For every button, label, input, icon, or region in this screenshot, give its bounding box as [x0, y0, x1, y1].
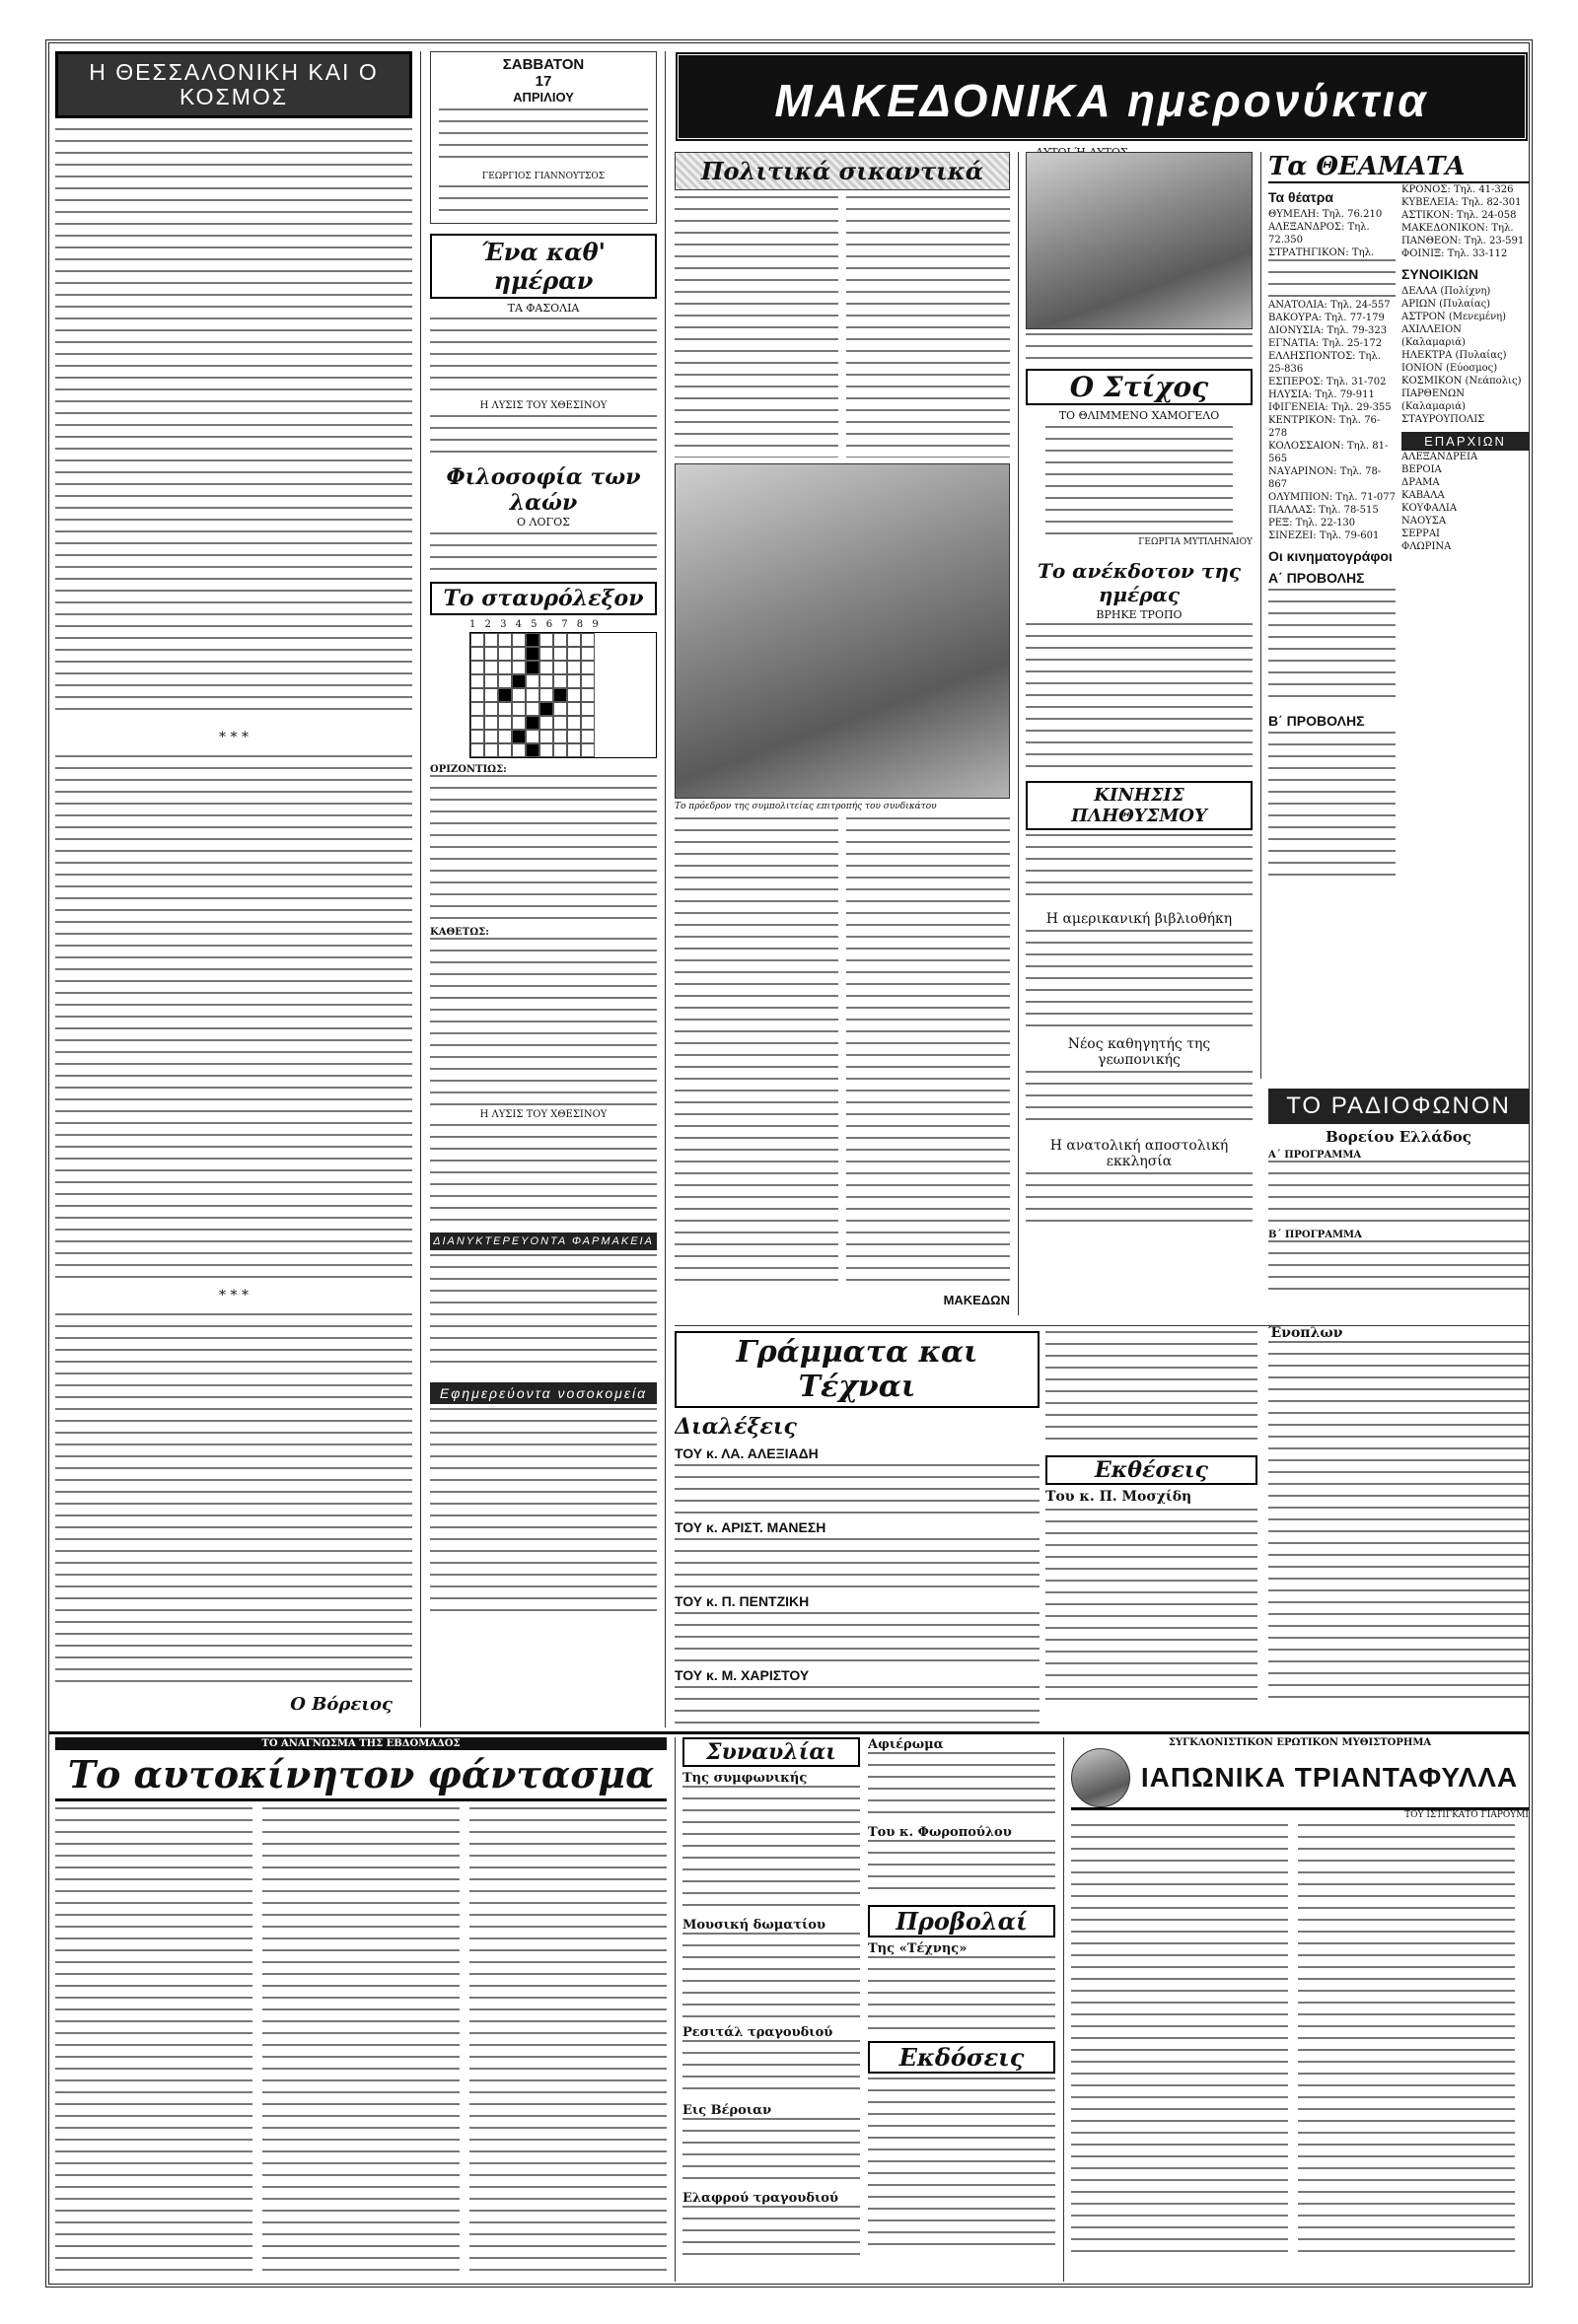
kiniseis-text [1026, 834, 1253, 903]
amerikaniki-title: Η αμερικανική βιβλιοθήκη [1045, 911, 1233, 927]
column-rule-5 [675, 1737, 676, 2282]
crossword-cell[interactable] [539, 730, 553, 743]
kinimatografoi-heading: Οι κινηματογράφοι [1268, 548, 1393, 564]
crossword-cell[interactable] [526, 647, 539, 661]
lysis-text [430, 415, 657, 455]
listing-item: ΕΓΝΑΤΙΑ: Τηλ. 25-172 [1268, 338, 1383, 349]
nosokomeia-text [430, 1408, 657, 1615]
listing-item: ΑΧΙΛΛΕΙΟΝ (Καλαμαριά) [1401, 324, 1466, 348]
foropoulou-heading: Του κ. Φωροπούλου [868, 1825, 1012, 1840]
crossword-cell[interactable] [484, 633, 498, 647]
column-rule-3 [1018, 152, 1019, 1315]
stars-divider-2: * * * [219, 1288, 249, 1303]
crossword-cell[interactable] [567, 661, 581, 674]
orizontios-heading: ΟΡΙΖΟΝΤΙΩΣ: [430, 764, 507, 775]
left-column [55, 51, 412, 1727]
radio-region: Βορείου Ελλάδος [1326, 1128, 1471, 1146]
stars-divider: * * * [219, 730, 249, 745]
crossword-cell[interactable] [567, 633, 581, 647]
theamata-title: Τα ΘΕΑΜΑΤΑ [1268, 152, 1529, 183]
logos-text [430, 532, 657, 572]
listing-item: ΠΑΝΘΕΟΝ: Τηλ. 23-591 [1401, 236, 1525, 246]
amerikaniki-text [1026, 930, 1253, 1028]
crossword-cell[interactable] [581, 702, 595, 716]
ta-fasolia-heading: ΤΑ ΦΑΣΟΛΙΑ [507, 302, 580, 315]
crossword-cell[interactable] [539, 674, 553, 688]
radio-section [1268, 1089, 1529, 1315]
crossword-cell[interactable] [512, 674, 526, 688]
listing-item: ΕΛΛΗΣΠΟΝΤΟΣ: Τηλ. 25-836 [1268, 351, 1381, 375]
elafrou-heading: Ελαφρού τραγουδιού [682, 2191, 838, 2206]
date-box-text-2 [439, 185, 648, 215]
crossword-cell[interactable] [526, 730, 539, 743]
listing-item: ΑΣΤΡΟΝ (Μενεμένη) [1401, 312, 1507, 322]
crossword-cell[interactable] [470, 633, 484, 647]
automobile-kicker: ΤΟ ΑΝΑΓΝΩΣΜΑ ΤΗΣ ΕΒΔΟΜΑΔΟΣ [55, 1737, 667, 1750]
crossword-cell[interactable] [539, 702, 553, 716]
listing-item: ΚΑΒΑΛΑ [1401, 490, 1445, 501]
ekdoseis-text [868, 2078, 1055, 2245]
a-provolis-heading: Α΄ ΠΡΟΒΟΛΗΣ [1268, 570, 1365, 586]
a-provolis-text [1268, 589, 1396, 707]
crossword-cell[interactable] [498, 661, 512, 674]
photo-caption: Το πρόεδρον της συμπολιτείας επιτροπής του συνδικάτου [675, 802, 937, 811]
crossword-cell[interactable] [553, 647, 567, 661]
resital-text [682, 2040, 860, 2099]
ena-kath-imeran-title: Ένα καθ' ημέραν [430, 234, 657, 299]
crossword-cell[interactable] [581, 743, 595, 757]
listing-item: ΙΟΝΙΟΝ (Εύοσμος) [1401, 363, 1498, 374]
listing-item: ΚΕΝΤΡΙΚΟΝ: Τηλ. 76-278 [1268, 415, 1381, 439]
portrait-illustration [1071, 1748, 1130, 1807]
newspaper-page [45, 39, 1533, 2288]
veroian-text [682, 2118, 860, 2187]
listing-item: ΙΦΙΓΕΝΕΙΑ: Τηλ. 29-355 [1268, 402, 1392, 413]
stavrolexo-title: Το σταυρόλεξον [430, 582, 657, 615]
crossword-cell[interactable] [581, 716, 595, 730]
a-programma-heading: Α΄ ΠΡΟΓΡΑΜΜΑ [1268, 1150, 1362, 1161]
left-article-text-2 [55, 755, 412, 1278]
anekdoton-text [1026, 623, 1253, 771]
listing-item: ΕΣΠΕΡΟΣ: Τηλ. 31-702 [1268, 377, 1387, 387]
synoikion-list [1401, 285, 1529, 426]
crossword-cell[interactable] [539, 743, 553, 757]
crossword-cell[interactable] [553, 688, 567, 702]
mousiki-heading: Μουσική δωματίου [682, 1918, 825, 1933]
moschidis-heading: Του κ. Π. Μοσχίδη [1045, 1489, 1192, 1505]
column-rule [420, 51, 421, 1727]
elafrou-text [682, 2206, 860, 2255]
crossword-cell[interactable] [512, 688, 526, 702]
eparxion-list [1401, 451, 1529, 553]
masthead-title: ΜΑΚΕΔΟΝΙΚΑ ημερονύκτια [675, 51, 1529, 142]
kathigitis-title: Νέος καθηγητής της γεωπονικής [1067, 1036, 1211, 1068]
texnis-text [868, 1956, 1055, 2035]
crossword-cell[interactable] [581, 674, 595, 688]
crossword-cell[interactable] [470, 647, 484, 661]
politika-title: Πολιτικά σικαντικά [675, 152, 1010, 190]
crossword-cell[interactable] [526, 743, 539, 757]
listing-item: ΑΣΤΙΚΟΝ: Τηλ. 24-058 [1401, 210, 1517, 221]
giapwnika-kicker: ΣΥΓΚΛΟΝΙΣΤΙΚΟΝ ΕΡΩΤΙΚΟΝ ΜΥΘΙΣΤΟΡΗΜΑ [1168, 1737, 1432, 1748]
speaker-text [675, 1538, 1040, 1587]
column-rule-2 [665, 51, 666, 1727]
anatoliki-title: Η ανατολική αποστολική εκκλησία [1049, 1138, 1229, 1169]
automobile-text-3 [469, 1807, 667, 2271]
crossword-cell[interactable] [539, 661, 553, 674]
middle-column [430, 51, 657, 1727]
date-number: 17 [535, 73, 552, 90]
listing-item: ΚΟΥΦΑΛΙΑ [1401, 503, 1458, 514]
crossword-cell[interactable] [470, 674, 484, 688]
crossword-cell[interactable] [512, 716, 526, 730]
texnis-heading: Της «Τέχνης» [868, 1941, 968, 1956]
crossword-cell[interactable] [512, 743, 526, 757]
filosofia-title: Φιλοσοφία των λαών [446, 464, 641, 516]
politika-text-right-2 [846, 817, 1010, 1291]
speaker-heading: ΤΟΥ κ. Μ. ΧΑΡΙΣΤΟΥ [675, 1667, 810, 1683]
crossword-cell[interactable] [512, 702, 526, 716]
stixos-column [1026, 152, 1253, 1315]
crossword-cell[interactable] [567, 716, 581, 730]
automobile-title: Το αυτοκίνητον φάντασμα [55, 1750, 667, 1801]
politika-text-right [846, 196, 1010, 458]
b-provolis-heading: Β΄ ΠΡΟΒΟΛΗΣ [1268, 713, 1365, 729]
listing-item: ΦΟΙΝΙΞ: Τηλ. 33-112 [1401, 248, 1508, 259]
stixos-subtitle: ΤΟ ΘΛΙΜΜΕΝΟ ΧΑΜΟΓΕΛΟ [1058, 409, 1220, 422]
speaker-heading: ΤΟΥ κ. Π. ΠΕΝΤΖΙΚΗ [675, 1593, 810, 1609]
listing-item: ΣΤΑΥΡΟΥΠΟΛΙΣ [1401, 414, 1485, 425]
farmakeia-title: ΔΙΑΝΥΚΤΕΡΕΥΟΝΤΑ ΦΑΡΜΑΚΕΙΑ [430, 1232, 657, 1250]
nosokomeia-title: Εφημερεύοντα νοσοκομεία [430, 1382, 657, 1404]
crossword-cell[interactable] [567, 647, 581, 661]
a-programma-text [1268, 1161, 1529, 1230]
speakers-list [675, 1445, 1040, 1725]
synoikion-heading: ΣΥΝΟΙΚΙΩΝ [1401, 266, 1478, 282]
eparxion-heading: ΕΠΑΡΧΙΩΝ [1401, 432, 1529, 451]
ektheseis-title: Εκθέσεις [1045, 1455, 1257, 1485]
crossword-cell[interactable] [512, 647, 526, 661]
politika-signature: ΜΑΚΕΔΩΝ [943, 1293, 1010, 1307]
crossword-cell[interactable] [567, 674, 581, 688]
crossword-cell[interactable] [470, 688, 484, 702]
lysis-text-2 [430, 1124, 657, 1223]
symfonikis-text [682, 1786, 860, 1914]
crossword-cell[interactable] [498, 716, 512, 730]
listing-item: ΒΑΚΟΥΡΑ: Τηλ. 77-179 [1268, 313, 1385, 323]
listing-item: ΚΟΛΟΣΣΑΙΟΝ: Τηλ. 81-565 [1268, 441, 1389, 464]
crossword-cell[interactable] [484, 661, 498, 674]
crossword-cell[interactable] [581, 730, 595, 743]
synaulia-col [682, 1737, 860, 2282]
crossword-grid[interactable] [469, 632, 657, 758]
kiniseis-title: ΚΙΝΗΣΙΣ ΠΛΗΘΥΣΜΟΥ [1026, 781, 1253, 830]
crossword-cell[interactable] [526, 633, 539, 647]
crossword-cell[interactable] [470, 661, 484, 674]
giapwnika-text-2 [1298, 1824, 1515, 2258]
synoikion-list-top [1401, 183, 1529, 260]
crossword-cell[interactable] [484, 674, 498, 688]
crossword-cell[interactable] [553, 702, 567, 716]
synaulia-title: Συναυλίαι [682, 1737, 860, 1767]
listing-item: ΗΛΥΣΙΑ: Τηλ. 79-911 [1268, 389, 1375, 400]
grammata-section [675, 1331, 1040, 1725]
crossword-cell[interactable] [498, 730, 512, 743]
crossword-cell[interactable] [484, 743, 498, 757]
date-box [430, 51, 657, 224]
crossword-cell[interactable] [553, 730, 567, 743]
crossword-cell[interactable] [470, 743, 484, 757]
automobile-section [55, 1737, 667, 2282]
crossword-cell[interactable] [553, 674, 567, 688]
automobile-text-2 [262, 1807, 460, 2271]
giapwnika-title: ΙΑΠΩΝΙΚΑ ΤΡΙΑΝΤΑΦΥΛΛΑ [1140, 1762, 1519, 1793]
katheta-heading: ΚΑΘΕΤΩΣ: [430, 927, 489, 938]
listing-item: ΔΡΑΜΑ [1401, 477, 1440, 488]
listing-item: ΣΙΝΕΖΕΙ: Τηλ. 79-601 [1268, 530, 1380, 541]
automobile-text-1 [55, 1807, 252, 2271]
date-month: ΑΠΡΙΛΙΟΥ [513, 90, 574, 105]
b-programma-heading: Β΄ ΠΡΟΓΡΑΜΜΑ [1268, 1230, 1362, 1240]
speaker-heading: ΤΟΥ κ. ΛΑ. ΑΛΕΞΙΑΔΗ [675, 1445, 819, 1461]
crossword-cell[interactable] [498, 688, 512, 702]
crossword-cell[interactable] [484, 730, 498, 743]
foropoulou-text [868, 1840, 1055, 1899]
crossword-cell[interactable] [581, 647, 595, 661]
listing-item: ΑΛΕΞΑΝΔΡΕΙΑ [1401, 452, 1478, 462]
provolai-col [868, 1737, 1055, 2282]
crossword-cell[interactable] [567, 743, 581, 757]
speaker-text [675, 1464, 1040, 1514]
listing-item: ΒΕΡΟΙΑ [1401, 464, 1442, 475]
anatoliki-text [1026, 1172, 1253, 1232]
veroian-heading: Εις Βέροιαν [682, 2103, 772, 2118]
crossword-cell[interactable] [526, 702, 539, 716]
mousiki-text [682, 1933, 860, 2021]
dialexeis-title: Διαλέξεις [675, 1414, 797, 1440]
cartoon-caption [1026, 333, 1253, 359]
listing-item: ΑΝΑΤΟΛΙΑ: Τηλ. 24-557 [1268, 300, 1391, 311]
theatra-heading: Τα θέατρα [1268, 189, 1334, 205]
afieroma-text [868, 1752, 1055, 1821]
provolai-title: Προβολαί [868, 1905, 1055, 1937]
lysis-heading: Η ΛΥΣΙΣ ΤΟΥ ΧΘΕΣΙΝΟΥ [479, 400, 608, 411]
crossword-cell[interactable] [581, 661, 595, 674]
listing-item: ΗΛΕΚΤΡΑ (Πυλαίας) [1401, 350, 1507, 361]
listing-item: ΘΥΜΕΛΗ: Τηλ. 76.210 [1268, 209, 1383, 220]
crossword-cell[interactable] [526, 661, 539, 674]
column-rule-6 [1063, 1737, 1064, 2282]
crossword-cell[interactable] [553, 716, 567, 730]
radio-title: ΤΟ ΡΑΔΙΟΦΩΝΟΝ [1268, 1089, 1529, 1124]
speaker-heading: ΤΟΥ κ. ΑΡΙΣΤ. ΜΑΝΕΣΗ [675, 1519, 826, 1535]
crossword-cell[interactable] [484, 688, 498, 702]
crossword-cell[interactable] [498, 743, 512, 757]
crossword-cell[interactable] [498, 702, 512, 716]
crossword-numbers: 1 2 3 4 5 6 7 8 9 [469, 619, 602, 630]
listing-item: ΦΛΩΡΙΝΑ [1401, 541, 1452, 552]
listing-item: ΚΟΣΜΙΚΟΝ (Νεάπολις) [1401, 376, 1522, 387]
listing-item: ΣΕΡΡΑΙ [1401, 528, 1440, 539]
giapwnika-section [1071, 1737, 1529, 2282]
grammata-text [1045, 1331, 1257, 1449]
anekdoton-subtitle: ΒΡΗΚΕ ΤΡΟΠΟ [1096, 608, 1183, 621]
grammata-title: Γράμματα και Τέχναι [675, 1331, 1040, 1408]
listing-item: ΠΑΛΛΑΣ: Τηλ. 78-515 [1268, 505, 1379, 516]
giapwnika-text-1 [1071, 1824, 1288, 2258]
listing-item: ΠΑΡΘΕΝΩΝ (Καλαμαριά) [1401, 388, 1466, 412]
politika-section [675, 152, 1010, 1315]
listing-item: ΟΛΥΜΠΙΟΝ: Τηλ. 71-077 [1268, 492, 1396, 503]
crossword-cell[interactable] [470, 716, 484, 730]
left-signature: Ο Βόρειος [290, 1694, 393, 1715]
crossword-cell[interactable] [539, 647, 553, 661]
crossword-cell[interactable] [498, 647, 512, 661]
crossword-cell[interactable] [498, 674, 512, 688]
bottom-rule [49, 1731, 1529, 1734]
enoploi-text [1268, 1341, 1529, 1706]
group-photo [675, 463, 1010, 799]
crossword-cell[interactable] [512, 633, 526, 647]
afieroma-heading: Αφιέρωμα [868, 1737, 944, 1752]
listing-item: ΑΡΙΩΝ (Πυλαίας) [1401, 299, 1491, 310]
crossword-cell[interactable] [539, 633, 553, 647]
crossword-cell[interactable] [539, 688, 553, 702]
crossword-cell[interactable] [553, 661, 567, 674]
crossword-cell[interactable] [484, 716, 498, 730]
giapwnika-author: ΤΟΥ ΙΣΤΙΓΚΑΤΟ ΓΙΑΡΟΥΜΙ [1404, 1810, 1529, 1820]
moschidis-text [1045, 1509, 1257, 1706]
anekdoton-title: Το ανέκδοτον της ημέρας [1037, 559, 1242, 606]
listing-item: ΚΡΟΝΟΣ: Τηλ. 41-326 [1401, 184, 1514, 195]
poem-author: ΓΕΩΡΓΙΑ ΜΥΤΙΛΗΝΑΙΟΥ [1138, 537, 1253, 547]
crossword-cell[interactable] [526, 674, 539, 688]
crossword-cell[interactable] [484, 647, 498, 661]
listing-item: ΔΕΛΛΑ (Πολίχνη) [1401, 286, 1491, 297]
crossword-cell[interactable] [526, 716, 539, 730]
lysis-heading-2: Η ΛΥΣΙΣ ΤΟΥ ΧΘΕΣΙΝΟΥ [479, 1109, 608, 1120]
listing-item: ΑΛΕΞΑΝΔΡΟΣ: Τηλ. 72.350 [1268, 222, 1370, 246]
theamata-section [1268, 152, 1529, 1079]
speaker-text [675, 1686, 1040, 1725]
listing-item: ΡΕΞ: Τηλ. 22-130 [1268, 518, 1356, 528]
crossword-cell[interactable] [539, 716, 553, 730]
farmakeia-text [430, 1254, 657, 1373]
stixos-title: Ο Στίχος [1026, 369, 1253, 405]
crossword-cell[interactable] [470, 702, 484, 716]
crossword-cell[interactable] [553, 633, 567, 647]
listing-item: ΚΥΒΕΛΕΙΑ: Τηλ. 82-301 [1401, 197, 1522, 208]
katheta-clues [430, 938, 657, 1105]
politika-text-left [675, 196, 838, 458]
date-day: ΣΑΒΒΑΤΟΝ [502, 56, 585, 73]
ektheseis-col [1045, 1331, 1257, 1725]
column-rule-4 [1260, 152, 1261, 1079]
crossword-cell[interactable] [498, 633, 512, 647]
symfonikis-heading: Της συμφωνικής [682, 1771, 808, 1786]
printer-name: ΓΕΩΡΓΙΟΣ ΓΙΑΝΝΟΥΤΣΟΣ [481, 172, 606, 181]
fasolia-text [430, 317, 657, 396]
b-programma-text [1268, 1240, 1529, 1290]
crossword-cell[interactable] [512, 730, 526, 743]
orizontios-clues [430, 775, 657, 923]
left-column-title: Η ΘΕΣΣΑΛΟΝΙΚΗ ΚΑΙ Ο ΚΟΣΜΟΣ [55, 51, 412, 118]
left-article-text [55, 128, 412, 720]
speaker-text [675, 1612, 1040, 1661]
o-logos-heading: Ο ΛΟΓΟΣ [517, 516, 570, 528]
listing-item: ΝΑΟΥΣΑ [1401, 516, 1447, 527]
ekdoseis-title: Εκδόσεις [868, 2041, 1055, 2074]
listing-item: ΔΙΟΝΥΣΙΑ: Τηλ. 79-323 [1268, 325, 1388, 336]
crossword-cell[interactable] [470, 730, 484, 743]
kathigitis-text [1026, 1071, 1253, 1130]
listing-item: ΣΤΡΑΤΗΓΙΚΟΝ: Τηλ. [1268, 247, 1375, 258]
politika-text-left-2 [675, 817, 838, 1291]
crossword-cell[interactable] [553, 743, 567, 757]
poem-text [1045, 426, 1233, 534]
crossword-cell[interactable] [567, 730, 581, 743]
left-article-text-3 [55, 1313, 412, 1688]
listing-item: ΜΑΚΕΔΟΝΙΚΟΝ: Τηλ. [1401, 223, 1514, 234]
enoploi-heading: Ένοπλων [1268, 1325, 1343, 1341]
crossword-cell[interactable] [581, 633, 595, 647]
crossword-cell[interactable] [567, 688, 581, 702]
crossword-cell[interactable] [484, 702, 498, 716]
crossword-cell[interactable] [512, 661, 526, 674]
resital-heading: Ρεσιτάλ τραγουδιού [682, 2025, 833, 2040]
crossword-cell[interactable] [526, 688, 539, 702]
crossword-cell[interactable] [567, 702, 581, 716]
date-box-text [439, 108, 648, 168]
enoploi-col [1268, 1325, 1529, 1720]
theatre-list [1268, 208, 1396, 542]
b-provolis-text [1268, 732, 1396, 880]
listing-item: ΝΑΥΑΡΙΝΟΝ: Τηλ. 78-867 [1268, 466, 1382, 490]
cartoon [1026, 152, 1253, 329]
crossword-cell[interactable] [581, 688, 595, 702]
